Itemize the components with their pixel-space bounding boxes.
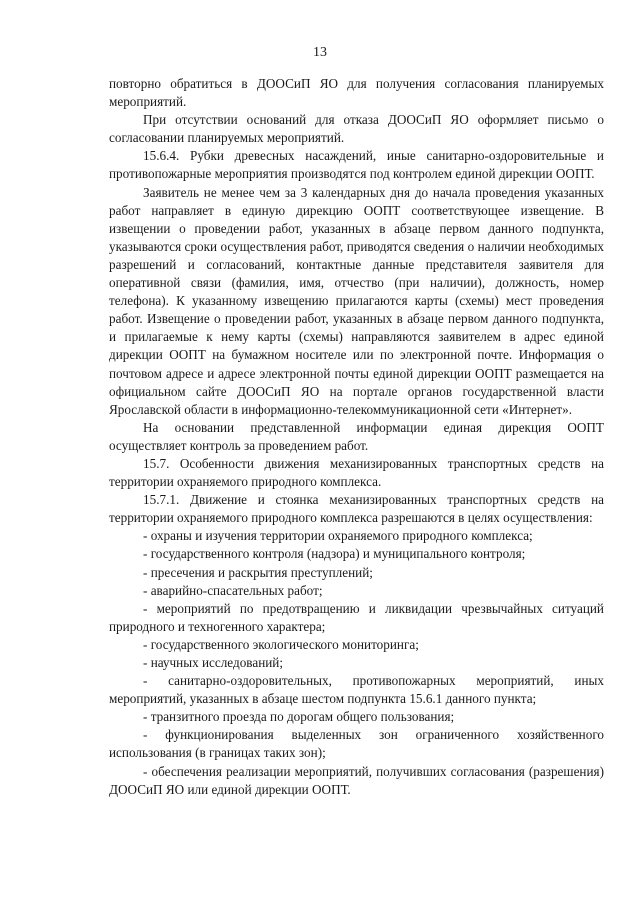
list-item: - обеспечения реализации мероприятий, получивших согласования (разрешения) ДООСиП ЯО или единой дирекции ООПТ. [109,763,604,797]
list-item: - мероприятий по предотвращению и ликвидации чрезвычайных ситуаций природного и техногенного характера; [109,600,604,634]
list-item: - санитарно-оздоровительных, противопожарных мероприятий, иных мероприятий, указанных в абзаце шестом подпункта 15.6.1 данного пункта; [109,673,604,707]
document-body [109,75,604,799]
page-number: 13 [313,45,327,60]
list-item: - транзитного проезда по дорогам общего пользования; [143,709,455,725]
list-item: - государственного экологического мониторинга; [143,636,419,652]
list-item: - охраны и изучения территории охраняемого природного комплекса; [143,528,533,544]
paragraph-section-15-6-4: 15.6.4. Рубки древесных насаждений, иные санитарно-оздоровительные и противопожарные мероприятия производятся под контролем единой дирекции ООПТ. [109,148,604,182]
paragraph-section-15-7-1: 15.7.1. Движение и стоянка механизированных транспортных средств на территории охраняемого природного комплекса разрешаются в целях осуществления: [109,492,604,526]
paragraph: Заявитель не менее чем за 3 календарных дня до начала проведения указанных работ направляет в единую дирекцию ООПТ соответствующее извещение. В извещении о проведении работ, указанных в абзаце первом данного подпункта, указываются сроки осуществления работ, приводятся сведения о наличии необходимых разрешений и согласований, контактные данные представителя заявителя для оперативной связи (фамилия, имя, отчество (при наличии), должность, номер телефона). К указанному извещению прилагаются карты (схемы) мест проведения работ. Извещение о проведении работ, указанных в абзаце первом данного подпункта, и прилагаемые к нему карты (схемы) направляются заявителем в адрес единой дирекции ООПТ на бумажном носителе или по электронной почте. Информация о почтовом адресе и адресе электронной почты единой дирекции ООПТ размещается на официальном сайте ДООСиП ЯО на портале органов государственной власти Ярославской области в информационно-телекоммуникационной сети «Интернет». [109,184,604,417]
paragraph: На основании представленной информации единая дирекция ООПТ осуществляет контроль за проведением работ. [109,419,604,453]
paragraph-continuation: повторно обратиться в ДООСиП ЯО для получения согласования планируемых мероприятий. [109,76,604,110]
paragraph: При отсутствии оснований для отказа ДООСиП ЯО оформляет письмо о согласовании планируемых мероприятий. [109,112,604,146]
list-item: - функционирования выделенных зон ограниченного хозяйственного использования (в границах таких зон); [109,727,604,761]
list-item: - научных исследований; [143,655,284,670]
list-item: - государственного контроля (надзора) и муниципального контроля; [143,546,526,562]
paragraph-section-15-7: 15.7. Особенности движения механизированных транспортных средств на территории охраняемого природного комплекса. [109,455,604,490]
list-item: - аварийно-спасательных работ; [143,582,323,598]
list-item: - пресечения и раскрытия преступлений; [143,564,373,580]
